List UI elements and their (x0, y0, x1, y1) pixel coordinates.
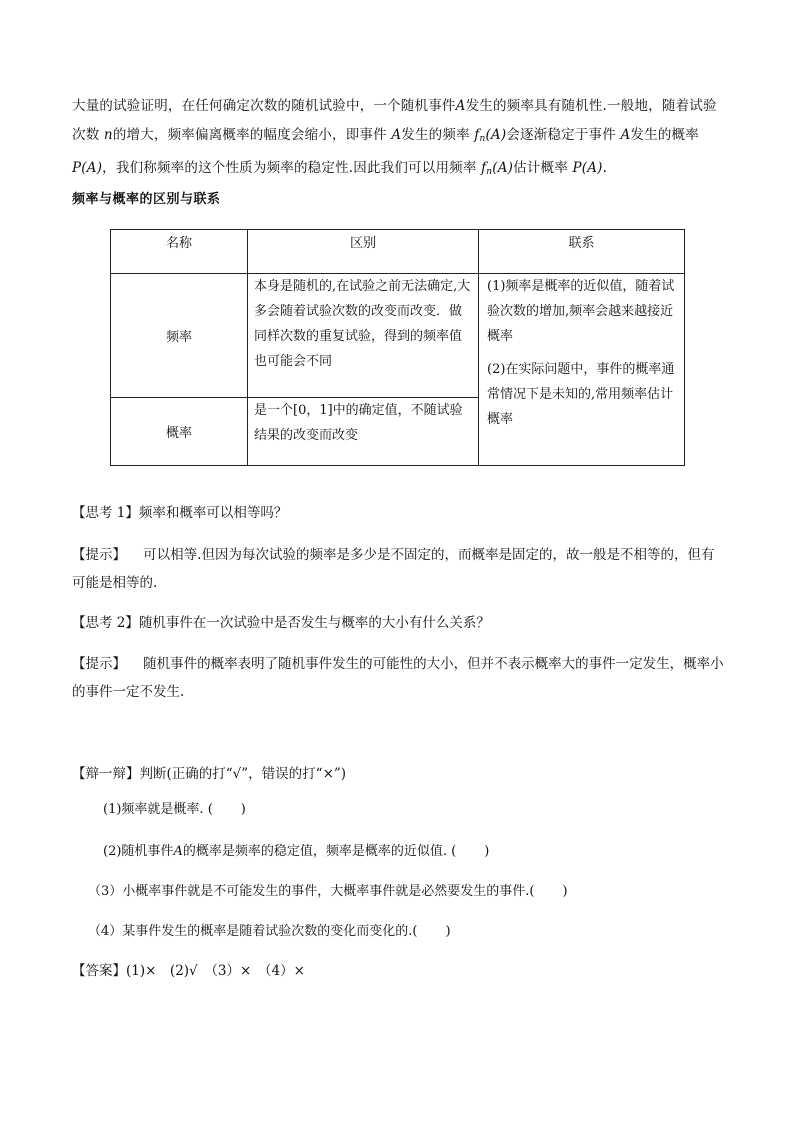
intro-text: ，我们称频率的这个性质为频率的稳定性.因此我们可以用频率 (102, 160, 477, 176)
var-pa: P(A) (572, 160, 603, 176)
answer-paren-left: ( (451, 844, 457, 859)
var-a: A (173, 844, 183, 859)
var-a: A (620, 127, 631, 143)
intro-text: 发生的概率 (630, 127, 699, 143)
intro-text: 发生的频率 (401, 127, 470, 143)
answer-text: (1)× (2)√ （3）× （4）× (126, 963, 305, 979)
item-number: (1) (103, 802, 122, 817)
row-name-frequency: 频率 (111, 274, 248, 398)
var-a: A (391, 127, 402, 143)
think-1-label: 【思考 1】 (72, 505, 139, 521)
var-f: f (474, 127, 480, 143)
hint-1-text: 可以相等.但因为每次试验的频率是多少是不固定的，而概率是固定的，故一般是不相等的，但有可能是相等的. (72, 547, 715, 591)
intro-text: 估计概率 (513, 160, 568, 176)
answer-paren-right: ) (445, 924, 451, 939)
row-name-probability: 概率 (111, 398, 248, 466)
answer-paren-right: ) (240, 802, 246, 817)
judge-text: 判断(正确的打“√”，错误的打“×”) (139, 766, 347, 782)
section-heading: 频率与概率的区别与联系 (72, 192, 221, 207)
hint-2-text: 随机事件的概率表明了随机事件发生的可能性的大小，但并不表示概率大的事件一定发生，概率小的事件一定不发生. (72, 656, 724, 700)
comparison-table (110, 229, 685, 466)
answer-paren-left: ( (412, 924, 418, 939)
var-pa: P(A) (72, 160, 103, 176)
item-number: （3） (88, 884, 123, 899)
intro-text: 大量的试验证明，在任何确定次数的随机试验中，一个随机事件 (72, 98, 456, 114)
intro-text: 的增大，频率偏离概率的幅度会缩小，即事件 (112, 127, 387, 143)
answer-paren-right: ) (484, 844, 490, 859)
table-row (111, 274, 685, 398)
item-number: （4） (88, 924, 123, 939)
judge-item-3 (88, 880, 568, 904)
think-2 (72, 609, 724, 637)
intro-text: 发生的频率具有随机性.一般地，随着试验次数 (72, 98, 717, 143)
relation-point-1: (1)频率是概率的近似值，随着试验次数的增加,频率会越来越接近概率 (487, 279, 675, 344)
item-text: 的概率是频率的稳定值，频率是概率的近似值. (182, 844, 447, 859)
hint-2-label: 【提示】 (72, 656, 126, 672)
answer-paren-left: ( (529, 884, 535, 899)
think-1-text: 频率和概率可以相等吗？ (138, 505, 288, 521)
item-text: 小概率事件就是不可能发生的事件，大概率事件就是必然要发生的事件. (122, 884, 530, 899)
header-name: 名称 (111, 230, 248, 274)
judge-item-1 (103, 798, 246, 822)
header-relation: 联系 (479, 230, 685, 274)
row-diff-frequency: 本身是随机的,在试验之前无法确定,大多会随着试验次数的改变而改变．做同样次数的重复试验，得到的频率值也可能会不同 (248, 274, 479, 398)
item-number: (2) (103, 844, 122, 859)
judge-item-4 (88, 920, 451, 944)
think-1 (72, 499, 724, 527)
answer-label: 【答案】 (72, 963, 126, 979)
intro-paragraph (72, 92, 724, 187)
item-text: 随机事件 (121, 844, 174, 859)
var-fa: (A) (485, 127, 507, 143)
table-header-row (111, 230, 685, 274)
answer-paren-left: ( (207, 802, 213, 817)
var-n: n (103, 127, 113, 143)
var-a: A (455, 98, 466, 114)
header-difference: 区别 (248, 230, 479, 274)
item-text: 频率就是概率. (121, 802, 204, 817)
var-f: f (481, 160, 487, 176)
intro-text: . (602, 160, 608, 176)
think-2-label: 【思考 2】 (72, 615, 139, 631)
relation-cell (479, 274, 685, 466)
row-diff-probability: 是一个[0，1]中的确定值，不随试验结果的改变而改变 (248, 398, 479, 466)
var-f-subscript: n (486, 167, 493, 177)
answer-paren-right: ) (562, 884, 568, 899)
item-text: 某事件发生的概率是随着试验次数的变化而变化的. (122, 924, 413, 939)
hint-1-label: 【提示】 (72, 547, 126, 563)
relation-point-2: (2)在实际问题中，事件的概率通常情况下是未知的,常用频率估计概率 (487, 362, 675, 427)
judge-label: 【辩一辩】 (72, 766, 140, 782)
intro-text: 会逐渐稳定于事件 (506, 127, 616, 143)
answer-line (72, 957, 724, 985)
judge-item-2 (103, 840, 489, 864)
judge-instruction (72, 760, 724, 788)
var-f-subscript: n (479, 134, 486, 144)
hint-2 (72, 650, 724, 706)
think-2-text: 随机事件在一次试验中是否发生与概率的大小有什么关系？ (138, 615, 490, 631)
var-fa: (A) (492, 160, 514, 176)
hint-1 (72, 541, 724, 597)
